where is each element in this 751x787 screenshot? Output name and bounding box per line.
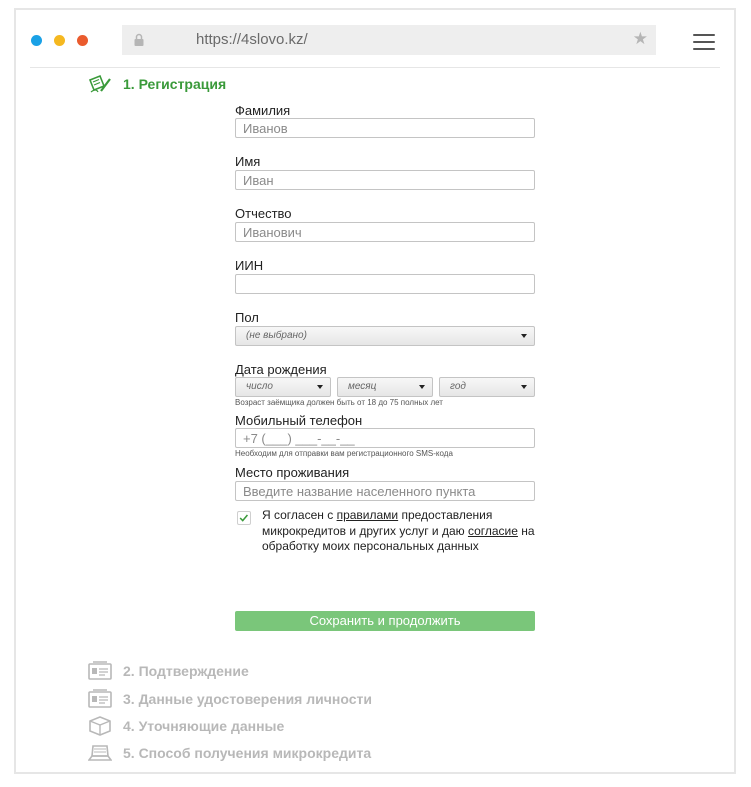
chevron-down-icon [521,385,527,389]
chevron-down-icon [521,334,527,338]
birth-year-value: год [450,381,466,392]
consent-text [262,508,537,555]
lock-icon [134,33,144,46]
step-label: 4. Уточняющие данные [123,718,285,734]
gender-label: Пол [235,310,259,325]
laptop-icon [88,743,112,763]
surname-label: Фамилия [235,103,291,118]
consent-part-1: Я согласен с [262,508,337,522]
rules-link[interactable]: правилами [336,508,399,522]
gender-select-value: (не выбрано) [246,330,307,341]
name-input[interactable] [235,170,535,190]
step-label: 3. Данные удостоверения личности [123,691,372,707]
phone-label: Мобильный телефон [235,413,363,428]
birth-day-select[interactable] [235,377,331,397]
chevron-down-icon [419,385,425,389]
patronymic-label: Отчество [235,206,292,221]
window-minimize-dot[interactable] [54,35,65,46]
city-label: Место проживания [235,465,350,480]
birth-month-select[interactable] [337,377,433,397]
phone-hint: Необходим для отправки вам регистрационного SMS-кода [235,449,453,458]
id-card-icon [88,689,112,709]
window-maximize-dot[interactable] [77,35,88,46]
birth-month-value: месяц [348,381,377,392]
iin-input[interactable] [235,274,535,294]
pen-paper-icon [88,74,112,94]
step-label: 2. Подтверждение [123,663,249,679]
consent-part-2: предоставления микрокредитов и других услуг и даю [262,508,493,538]
consent-part-3: на обработку моих персональных данных [262,523,535,553]
birth-day-value: число [246,381,273,392]
phone-input[interactable] [235,428,535,448]
patronymic-input[interactable] [235,222,535,242]
consent-link[interactable]: согласие [467,523,518,538]
birthdate-label: Дата рождения [235,362,327,377]
hamburger-menu-icon[interactable] [693,34,715,50]
gender-select[interactable] [235,326,535,346]
box-icon [88,716,112,736]
toolbar-divider [30,67,720,68]
consent-checkbox[interactable] [237,511,251,525]
city-input[interactable] [235,481,535,501]
save-continue-button[interactable]: Сохранить и продолжить [235,611,535,631]
url-text: https://4slovo.kz/ [196,31,308,48]
id-card-icon [88,661,112,681]
surname-input[interactable] [235,118,535,138]
iin-label: ИИН [235,258,264,273]
bookmark-star-icon[interactable]: ★ [632,29,648,48]
address-bar[interactable] [122,25,656,55]
name-label: Имя [235,154,261,169]
age-hint: Возраст заёмщика должен быть от 18 до 75 полных лет [235,398,443,407]
chevron-down-icon [317,385,323,389]
step-label: 5. Способ получения микрокредита [123,745,372,761]
checkmark-icon [238,512,250,524]
step-label: 1. Регистрация [123,76,227,92]
window-close-dot[interactable] [31,35,42,46]
birth-year-select[interactable] [439,377,535,397]
